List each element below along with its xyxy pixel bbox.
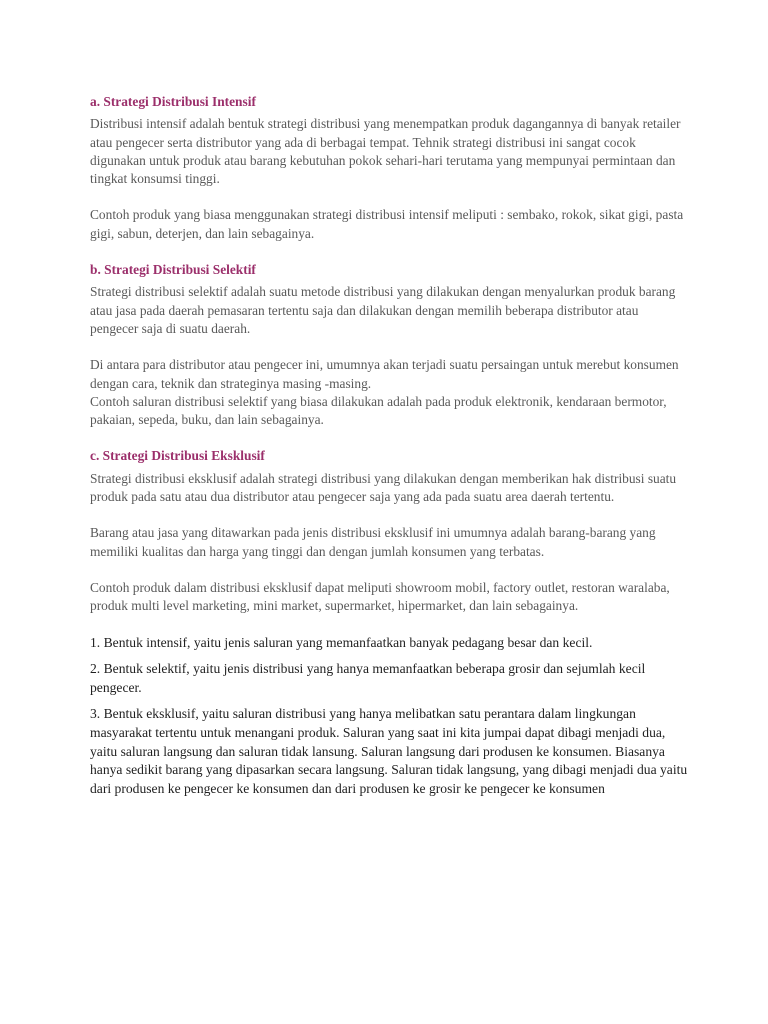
section-eksklusif (90, 447, 690, 615)
section-intensif (90, 93, 690, 243)
document-content (90, 93, 690, 806)
paragraph-eksklusif-goods: Barang atau jasa yang ditawarkan pada jenis distribusi eksklusif ini umumnya adalah barang-barang yang memiliki kualitas dan harga yang tinggi dan dengan jumlah konsumen yang terbatas. (90, 525, 656, 559)
paragraph-intensif-examples: Contoh produk yang biasa menggunakan strategi distribusi intensif meliputi : sembako, rokok, sikat gigi, pasta gigi, sabun, deterjen, dan lain sebagainya. (90, 207, 684, 241)
heading-eksklusif: c. Strategi Distribusi Eksklusif (90, 448, 265, 464)
distribution-forms-list (90, 634, 690, 799)
list-item: 2. Bentuk selektif, yaitu jenis distribusi yang hanya memanfaatkan beberapa grosir dan sejumlah kecil pengecer. (90, 661, 646, 695)
paragraph-selektif-examples: Contoh saluran distribusi selektif yang biasa dilakukan adalah pada produk elektronik, kendaraan bermotor, pakaian, sepeda, buku, dan lain sebagainya. (90, 393, 667, 428)
paragraph-eksklusif-definition: Strategi distribusi eksklusif adalah strategi distribusi yang dilakukan dengan memberikan hak distribusi suatu produk pada satu atau dua distributor atau pengecer saja yang ada pada suatu area daerah tertentu. (90, 470, 677, 505)
paragraph-selektif-definition: Strategi distribusi selektif adalah suatu metode distribusi yang dilakukan dengan menyalurkan produk barang atau jasa pada daerah pemasaran tertentu saja dan dilakukan dengan memilih beberapa distributor atau pengecer saja di suatu daerah. (90, 284, 676, 336)
heading-selektif: b. Strategi Distribusi Selektif (90, 262, 256, 278)
list-item: 1. Bentuk intensif, yaitu jenis saluran yang memanfaatkan banyak pedagang besar dan kecil. (90, 634, 593, 650)
list-item: 3. Bentuk eksklusif, yaitu saluran distribusi yang hanya melibatkan satu perantara dalam lingkungan masyarakat tertentu untuk menangani produk. Saluran yang saat ini kita jumpai dapat dibagi menjadi dua, yaitu saluran langsung dan saluran tidak lansung. Saluran langsung dari produsen ke konsumen. Biasanya hanya sedikit barang yang dipasarkan secara langsung. Saluran tidak langsung, yang dibagi menjadi dua yaitu dari produsen ke pengecer ke konsumen dan dari produsen ke grosir ke pengecer ke konsumen (90, 706, 688, 796)
paragraph-eksklusif-examples: Contoh produk dalam distribusi eksklusif dapat meliputi showroom mobil, factory outlet, restoran waralaba, produk multi level marketing, mini market, supermarket, hipermarket, dan lain sebagainya. (90, 579, 670, 614)
paragraph-selektif-competition: Di antara para distributor atau pengecer ini, umumnya akan terjadi suatu persaingan untuk merebut konsumen dengan cara, teknik dan strateginya masing -masing. (90, 357, 679, 391)
heading-intensif: a. Strategi Distribusi Intensif (90, 94, 256, 109)
section-selektif (90, 261, 690, 429)
paragraph-intensif-definition: Distribusi intensif adalah bentuk strategi distribusi yang menempatkan produk dagangannya di banyak retailer atau pengecer serta distributor yang ada di berbagai tempat. Tehnik strategi distribusi ini sangat cocok digunakan untuk produk atau barang kebutuhan pokok sehari-hari terutama yang mempunyai permintaan dan tingkat konsumsi tinggi. (90, 116, 681, 187)
